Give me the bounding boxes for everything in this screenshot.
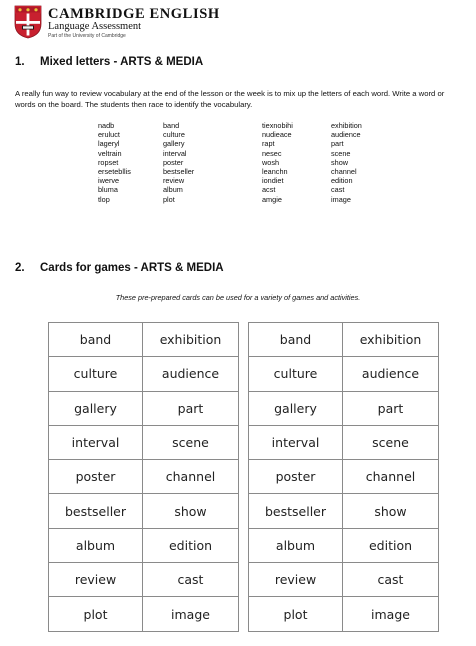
section-1-instructions: A really fun way to review vocabulary at the end of the lesson or the week is to mix up the letters of each word. Write a word or words on the board. The students then race to identify the vocabulary. — [15, 89, 445, 109]
answer-words-left — [163, 121, 194, 204]
card: part — [343, 391, 439, 425]
section-1-heading — [15, 56, 203, 68]
scrambled-word: leanchn — [262, 167, 288, 177]
card: band — [49, 323, 143, 357]
table-row — [49, 357, 239, 391]
scrambled-word: iondiet — [262, 176, 284, 186]
answer-word: gallery — [163, 139, 185, 149]
cambridge-shield-logo — [14, 5, 42, 39]
scrambled-word: lageryl — [98, 139, 120, 149]
card: scene — [143, 425, 239, 459]
scrambled-word: acst — [262, 185, 276, 195]
card: plot — [49, 597, 143, 631]
card: audience — [343, 357, 439, 391]
scrambled-word: veltrain — [98, 148, 122, 158]
card: gallery — [49, 391, 143, 425]
section-2-number: 2. — [15, 262, 25, 274]
answer-word: poster — [163, 157, 184, 167]
card: culture — [249, 357, 343, 391]
scrambled-word: nadb — [98, 121, 115, 130]
answer-word: review — [163, 176, 185, 186]
scrambled-word: ersetebllis — [98, 167, 131, 177]
card: album — [249, 528, 343, 562]
table-row — [49, 563, 239, 597]
answer-word: band — [163, 121, 180, 130]
cards-table-left — [48, 322, 239, 632]
card: bestseller — [249, 494, 343, 528]
card: interval — [249, 425, 343, 459]
card: interval — [49, 425, 143, 459]
scrambled-word: rapt — [262, 139, 275, 149]
card: review — [49, 563, 143, 597]
card: channel — [343, 460, 439, 494]
table-row — [249, 460, 439, 494]
card: culture — [49, 357, 143, 391]
card: review — [249, 563, 343, 597]
scrambled-word: ropset — [98, 157, 119, 167]
table-row — [49, 597, 239, 631]
header — [14, 5, 314, 39]
card: show — [343, 494, 439, 528]
answer-word: image — [331, 194, 351, 204]
section-1-number: 1. — [15, 56, 25, 68]
card: band — [249, 323, 343, 357]
scrambled-words-right — [262, 121, 293, 204]
answer-word: bestseller — [163, 167, 195, 177]
table-row — [249, 425, 439, 459]
table-row — [249, 357, 439, 391]
card: exhibition — [343, 323, 439, 357]
card: poster — [49, 460, 143, 494]
table-row — [249, 597, 439, 631]
cards-note: These pre-prepared cards can be used for a variety of games and activities. — [115, 293, 361, 302]
table-row — [249, 391, 439, 425]
card: plot — [249, 597, 343, 631]
table-row — [249, 563, 439, 597]
table-row — [249, 323, 439, 357]
answer-words-right — [331, 121, 362, 204]
card: album — [49, 528, 143, 562]
card: edition — [343, 528, 439, 562]
table-row — [49, 528, 239, 562]
card: audience — [143, 357, 239, 391]
answer-word: album — [163, 185, 183, 195]
card: gallery — [249, 391, 343, 425]
answer-word: exhibition — [331, 121, 362, 130]
scrambled-word: tlop — [98, 194, 110, 204]
table-row — [49, 494, 239, 528]
answer-word: audience — [331, 130, 361, 140]
answer-word: interval — [163, 148, 187, 158]
scrambled-word: bluma — [98, 185, 118, 195]
answer-word: part — [331, 139, 344, 149]
scrambled-word: tiexnobihi — [262, 121, 293, 130]
section-2-heading — [15, 262, 224, 274]
brand-part-of: Part of the University of Cambridge — [48, 33, 126, 39]
card: channel — [143, 460, 239, 494]
answer-word: culture — [163, 130, 185, 140]
scrambled-word: nudieace — [262, 130, 292, 140]
card: cast — [143, 563, 239, 597]
scrambled-word: iwerve — [98, 176, 120, 186]
scrambled-word: eruluct — [98, 130, 120, 140]
cards-table-right — [248, 322, 439, 632]
answer-word: scene — [331, 148, 351, 158]
table-row — [49, 460, 239, 494]
card: part — [143, 391, 239, 425]
section-1-title: Mixed letters - ARTS & MEDIA — [40, 56, 204, 68]
section-2-title: Cards for games - ARTS & MEDIA — [40, 262, 224, 274]
scrambled-word: amgie — [262, 194, 282, 204]
card: cast — [343, 563, 439, 597]
answer-word: cast — [331, 185, 345, 195]
answer-word: channel — [331, 167, 357, 177]
table-row — [49, 425, 239, 459]
card: poster — [249, 460, 343, 494]
brand-subtitle: Language Assessment — [48, 21, 142, 32]
card: image — [343, 597, 439, 631]
table-row — [249, 494, 439, 528]
card: exhibition — [143, 323, 239, 357]
table-row — [49, 323, 239, 357]
scrambled-word: wosh — [262, 157, 280, 167]
card: image — [143, 597, 239, 631]
card: bestseller — [49, 494, 143, 528]
card: edition — [143, 528, 239, 562]
scrambled-word: nesec — [262, 148, 282, 158]
answer-word: show — [331, 157, 349, 167]
card: scene — [343, 425, 439, 459]
answer-word: plot — [163, 194, 175, 204]
scrambled-words-left — [98, 121, 131, 204]
brand-title: CAMBRIDGE ENGLISH — [48, 6, 220, 22]
table-row — [49, 391, 239, 425]
card: show — [143, 494, 239, 528]
table-row — [249, 528, 439, 562]
answer-word: edition — [331, 176, 353, 186]
